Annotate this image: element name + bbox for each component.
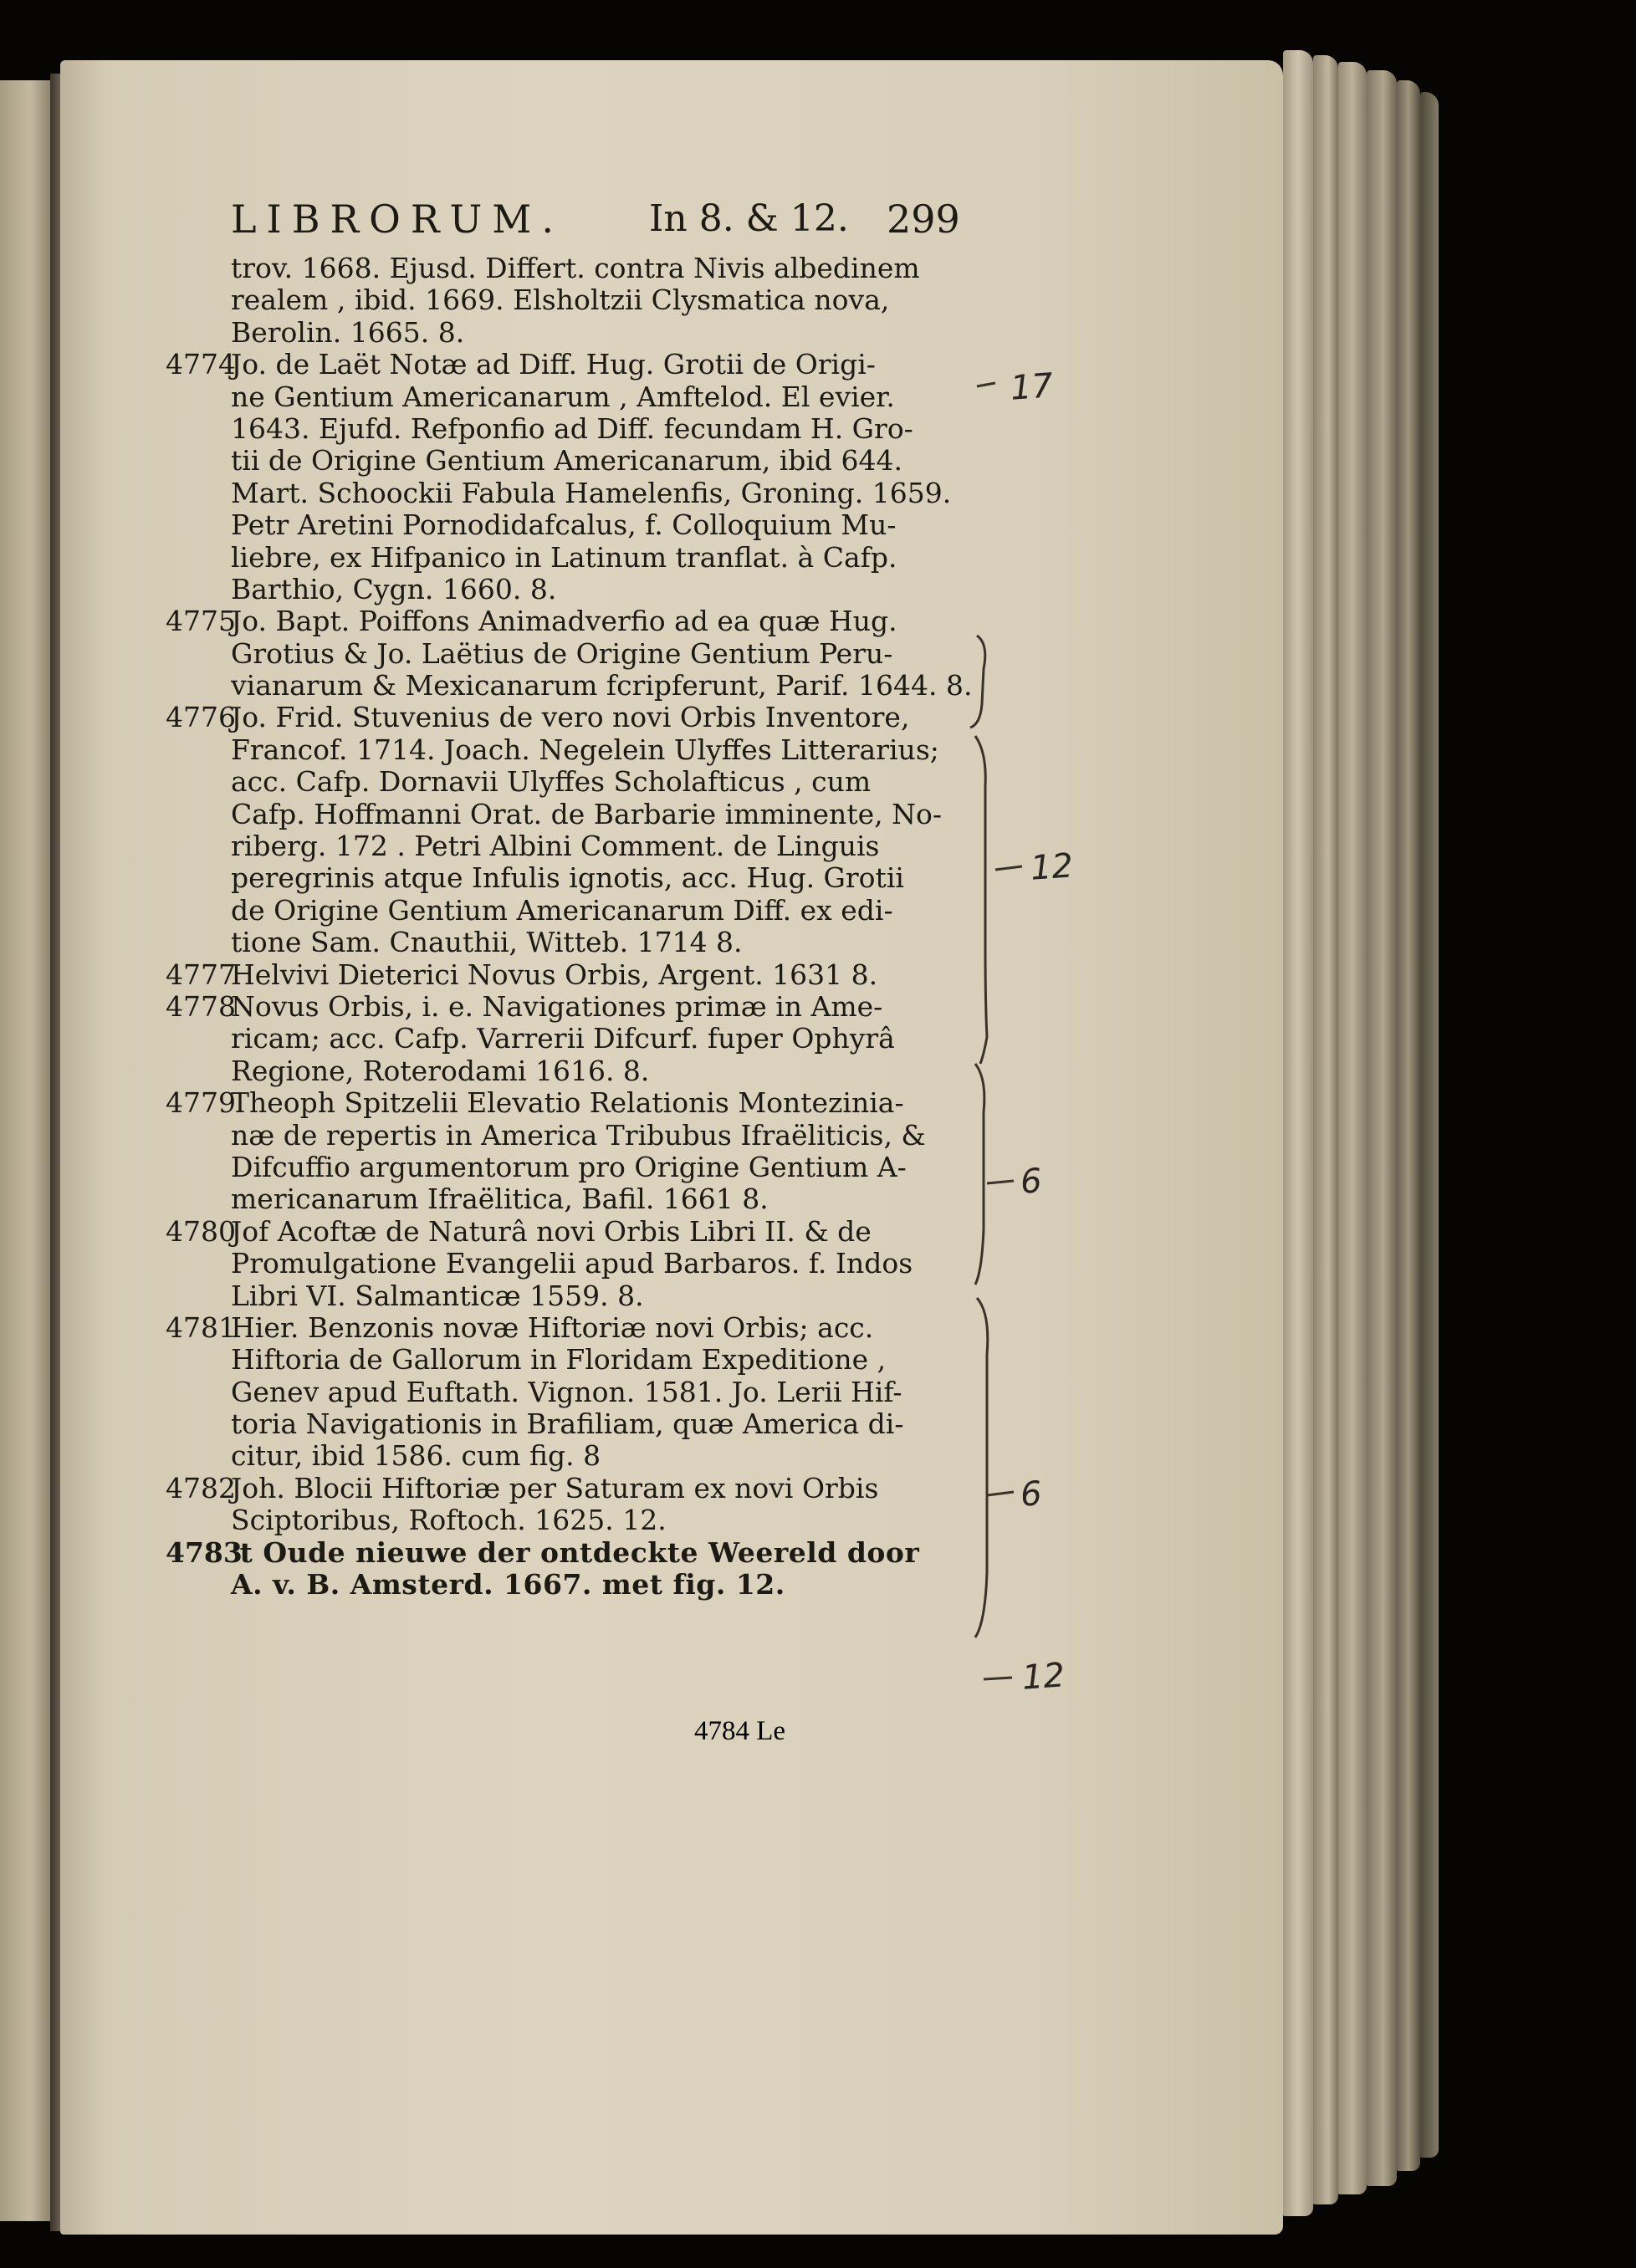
- page-number: 299: [887, 197, 960, 242]
- format-label: In 8. & 12.: [649, 197, 849, 240]
- entry-number: 4775: [166, 605, 236, 638]
- entry-line: [166, 413, 1002, 445]
- entry-text: trov. 1668. Ejusd. Differt. contra Nivis albedinem: [231, 252, 920, 284]
- entry-text: Grotius & Jo. Laëtius de Origine Gentium Peru-: [231, 636, 893, 670]
- entry-line: [166, 1377, 1002, 1408]
- entry-line: [166, 349, 1002, 381]
- entry-text: Libri VI. Salmanticæ 1559. 8.: [231, 1279, 644, 1312]
- entry-text: Jof Acoftæ de Naturâ novi Orbis Libri II. & de: [231, 1214, 872, 1248]
- entry-text: tii de Origine Gentium Americanarum, ibid 644.: [231, 444, 903, 478]
- entry-text: Petr Aretini Pornodidafcalus, f. Colloquium Mu-: [231, 508, 897, 542]
- entry-text: næ de repertis in America Tribubus Ifraëliticis, &: [231, 1118, 926, 1152]
- facing-page-edge: [0, 80, 50, 2221]
- entry-line: [166, 1216, 1002, 1248]
- entry-line: [166, 542, 1002, 574]
- entry-line: [166, 284, 1002, 316]
- catchword: 4784 Le: [694, 1716, 786, 1746]
- entry-text: mericanarum Ifraëlitica, Bafil. 1661 8.: [231, 1183, 769, 1216]
- entry-line: [166, 1120, 1002, 1152]
- entry-text: Joh. Blocii Hiftoriæ per Saturam ex novi Orbis: [231, 1471, 879, 1504]
- entry-line: [166, 1055, 1002, 1087]
- entry-text: Berolin. 1665. 8.: [231, 315, 465, 349]
- entry-line: [166, 478, 1002, 509]
- entry-line: [166, 1504, 1002, 1536]
- entry-text: realem , ibid. 1669. Elsholtzii Clysmatica nova,: [231, 284, 890, 317]
- entry-line: [166, 1152, 1002, 1183]
- entry-text: ricam; acc. Cafp. Varrerii Difcurf. fuper Ophyrâ: [231, 1022, 895, 1055]
- entry-text: ne Gentium Americanarum , Amftelod. El evier.: [231, 380, 895, 413]
- entry-number: 4778: [166, 989, 236, 1023]
- running-title: LIBRORUM.: [231, 197, 564, 242]
- entry-text: citur, ibid 1586. cum fig. 8: [231, 1439, 601, 1473]
- entry-text: vianarum & Mexicanarum fcripferunt, Parif. 1644. 8.: [231, 669, 973, 702]
- entry-line: [166, 1023, 1002, 1055]
- entry-line: [166, 991, 1002, 1023]
- entry-text: Jo. de Laët Notæ ad Diff. Hug. Grotii de Origi-: [231, 348, 876, 381]
- entry-line: [166, 862, 1002, 894]
- entry-line: [166, 1344, 1002, 1376]
- entry-text: Jo. Frid. Stuvenius de vero novi Orbis Inventore,: [231, 701, 910, 734]
- entry-text: Regione, Roterodami 1616. 8.: [231, 1054, 650, 1087]
- entry-line: [166, 670, 1002, 702]
- entry-number: 4780: [166, 1214, 236, 1248]
- entry-number: 4776: [166, 701, 236, 734]
- margin-note: 12: [1029, 846, 1075, 888]
- catalogue-entries: [166, 253, 1002, 1601]
- entry-line: [166, 895, 1002, 927]
- margin-note: 12: [1020, 1656, 1066, 1698]
- entry-line: [166, 1569, 1002, 1601]
- entry-line: [166, 509, 1002, 541]
- entry-text: de Origine Gentium Americanarum Diff. ex edi-: [231, 893, 893, 927]
- entry-number: 4777: [166, 958, 236, 991]
- entry-text: Promulgatione Evangelii apud Barbaros. f. Indos: [231, 1247, 913, 1280]
- entry-text: acc. Cafp. Dornavii Ulyffes Scholafticus , cum: [231, 765, 872, 799]
- entry-text: Barthio, Cygn. 1660. 8.: [231, 572, 557, 605]
- entry-line: [166, 445, 1002, 477]
- entry-text: toria Navigationis in Brafiliam, quæ America di-: [231, 1407, 904, 1441]
- entry-line: [166, 253, 1002, 284]
- entry-text: 1643. Ejufd. Refponfio ad Diff. fecundam H. Gro-: [231, 411, 913, 445]
- entry-number: 4783: [166, 1535, 243, 1569]
- entry-number: 4782: [166, 1471, 236, 1504]
- page-edge: [1313, 55, 1338, 2204]
- margin-note: 6: [1019, 1162, 1044, 1202]
- entry-line: [166, 317, 1002, 349]
- entry-text: Jo. Bapt. Poiffons Animadverfio ad ea quæ Hug.: [231, 605, 897, 638]
- page-edge: [1367, 70, 1397, 2186]
- margin-note: 17: [1009, 366, 1055, 408]
- entry-line: [166, 1087, 1002, 1119]
- entry-line: [166, 1473, 1002, 1504]
- page-edge: [1338, 62, 1367, 2194]
- entry-text: Genev apud Euftath. Vignon. 1581. Jo. Lerii Hif-: [231, 1375, 902, 1408]
- entry-text: A. v. B. Amsterd. 1667. met fig. 12.: [231, 1568, 785, 1601]
- entry-line: [166, 1280, 1002, 1312]
- page-edge: [1283, 50, 1313, 2216]
- entry-number: 4774: [166, 348, 236, 381]
- entry-text: Cafp. Hoffmanni Orat. de Barbarie imminente, No-: [231, 797, 942, 830]
- entry-text: 't Oude nieuwe der ontdeckte Weereld door: [231, 1535, 920, 1569]
- entry-line: [166, 1312, 1002, 1344]
- entry-line: [166, 1183, 1002, 1215]
- entry-line: [166, 1440, 1002, 1472]
- entry-line: [166, 734, 1002, 766]
- entry-text: riberg. 172 . Petri Albini Comment. de Linguis: [231, 830, 880, 863]
- entry-line: [166, 702, 1002, 733]
- entry-text: Helvivi Dieterici Novus Orbis, Argent. 1631 8.: [231, 958, 878, 991]
- entry-text: Francof. 1714. Joach. Negelein Ulyffes Litterarius;: [231, 733, 939, 766]
- entry-line: [166, 766, 1002, 798]
- running-header: [166, 191, 1002, 248]
- entry-line: [166, 574, 1002, 605]
- entry-text: Sciptoribus, Roftoch. 1625. 12.: [231, 1504, 667, 1537]
- entry-text: Hier. Benzonis novæ Hiftoriæ novi Orbis; acc.: [231, 1310, 874, 1344]
- page-edge: [1397, 80, 1420, 2171]
- entry-line: [166, 1537, 1002, 1569]
- entry-line: [166, 959, 1002, 991]
- entry-text: Hiftoria de Gallorum in Floridam Expeditione ,: [231, 1343, 887, 1377]
- entry-text: Mart. Schoockii Fabula Hamelenfis, Groning. 1659.: [231, 476, 952, 509]
- entry-line: [166, 605, 1002, 637]
- entry-line: [166, 638, 1002, 670]
- entry-text: Novus Orbis, i. e. Navigationes primæ in Ame-: [231, 989, 883, 1023]
- entry-text: Theoph Spitzelii Elevatio Relationis Montezinia-: [231, 1086, 904, 1120]
- entry-line: [166, 1248, 1002, 1280]
- entry-line: [166, 799, 1002, 830]
- entry-line: [166, 1408, 1002, 1440]
- entry-number: 4779: [166, 1086, 236, 1120]
- entry-number: 4781: [166, 1310, 236, 1344]
- entry-text: peregrinis atque Infulis ignotis, acc. Hug. Grotii: [231, 861, 904, 895]
- page-edge: [1420, 92, 1439, 2158]
- entry-line: [166, 381, 1002, 413]
- entry-text: liebre, ex Hifpanico in Latinum tranflat. à Cafp.: [231, 540, 897, 574]
- entry-text: Difcuffio argumentorum pro Origine Gentium A-: [231, 1150, 907, 1183]
- margin-note: 6: [1019, 1474, 1044, 1515]
- entry-line: [166, 927, 1002, 958]
- entry-text: tione Sam. Cnauthii, Witteb. 1714 8.: [231, 926, 743, 959]
- entry-line: [166, 830, 1002, 862]
